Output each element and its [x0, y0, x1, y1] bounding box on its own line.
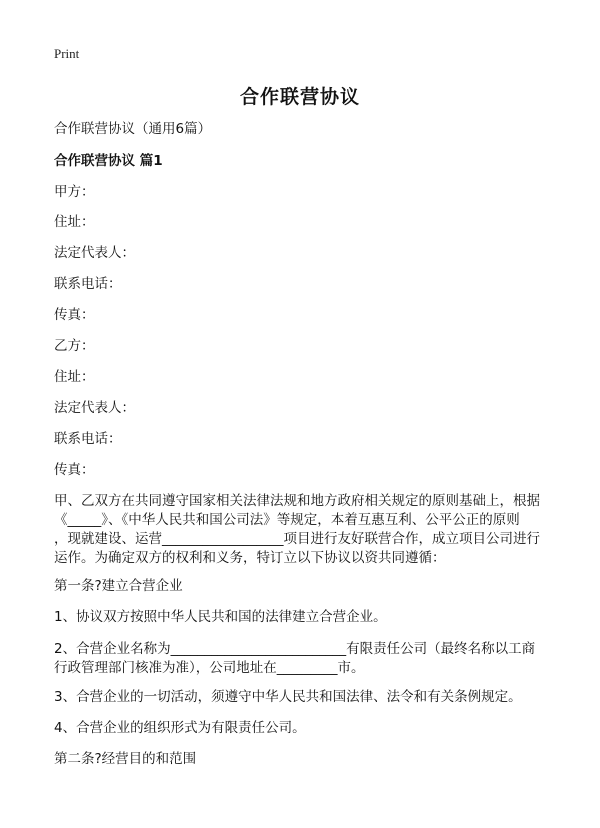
clause-3: 3、合营企业的一切活动，须遵守中华人民共和国法律、法令和有关条例规定。 — [54, 689, 522, 705]
section-heading: 合作联营协议 篇1 — [54, 153, 163, 169]
print-label: Print — [54, 46, 80, 61]
party-a-address: 住址： — [54, 214, 95, 230]
party-a-phone: 联系电话： — [54, 276, 122, 292]
clause-2 — [54, 640, 554, 678]
clause-2-line: 2、合营企业名称为__________________________有限责任公司（最终名称以工商 — [54, 641, 536, 657]
party-b-phone: 联系电话： — [54, 431, 122, 447]
party-b-legal-rep: 法定代表人： — [54, 400, 135, 416]
clause-4: 4、合营企业的组织形式为有限责任公司。 — [54, 720, 306, 736]
preamble-paragraph — [54, 492, 554, 568]
preamble-line: 《_____》、《中华人民共和国公司法》等规定，本着互惠互利、公平公正的原则 — [54, 512, 520, 528]
party-b-label: 乙方： — [54, 338, 95, 354]
preamble-line: ，现就建设、运营__________________项目进行友好联营合作，成立项目公司进行 — [54, 531, 540, 547]
party-a-legal-rep: 法定代表人： — [54, 245, 135, 261]
preamble-line: 甲、乙双方在共同遵守国家相关法律法规和地方政府相关规定的原则基础上，根据 — [54, 493, 540, 509]
party-b-address: 住址： — [54, 369, 95, 385]
document-title: 合作联营协议 — [239, 86, 360, 108]
article-2-heading: 第二条?经营目的和范围 — [54, 751, 197, 767]
party-a-fax: 传真： — [54, 307, 95, 323]
document-subtitle: 合作联营协议（通用6篇） — [54, 121, 212, 137]
preamble-line: 运作。为确定双方的权利和义务，特订立以下协议以资共同遵循： — [54, 550, 446, 566]
party-a-label: 甲方： — [54, 184, 95, 200]
clause-1: 1、协议双方按照中华人民共和国的法律建立合营企业。 — [54, 609, 387, 625]
party-b-fax: 传真： — [54, 462, 95, 478]
article-1-heading: 第一条?建立合营企业 — [54, 578, 183, 594]
clause-2-line: 行政管理部门核准为准），公司地址在_________市。 — [54, 660, 365, 676]
